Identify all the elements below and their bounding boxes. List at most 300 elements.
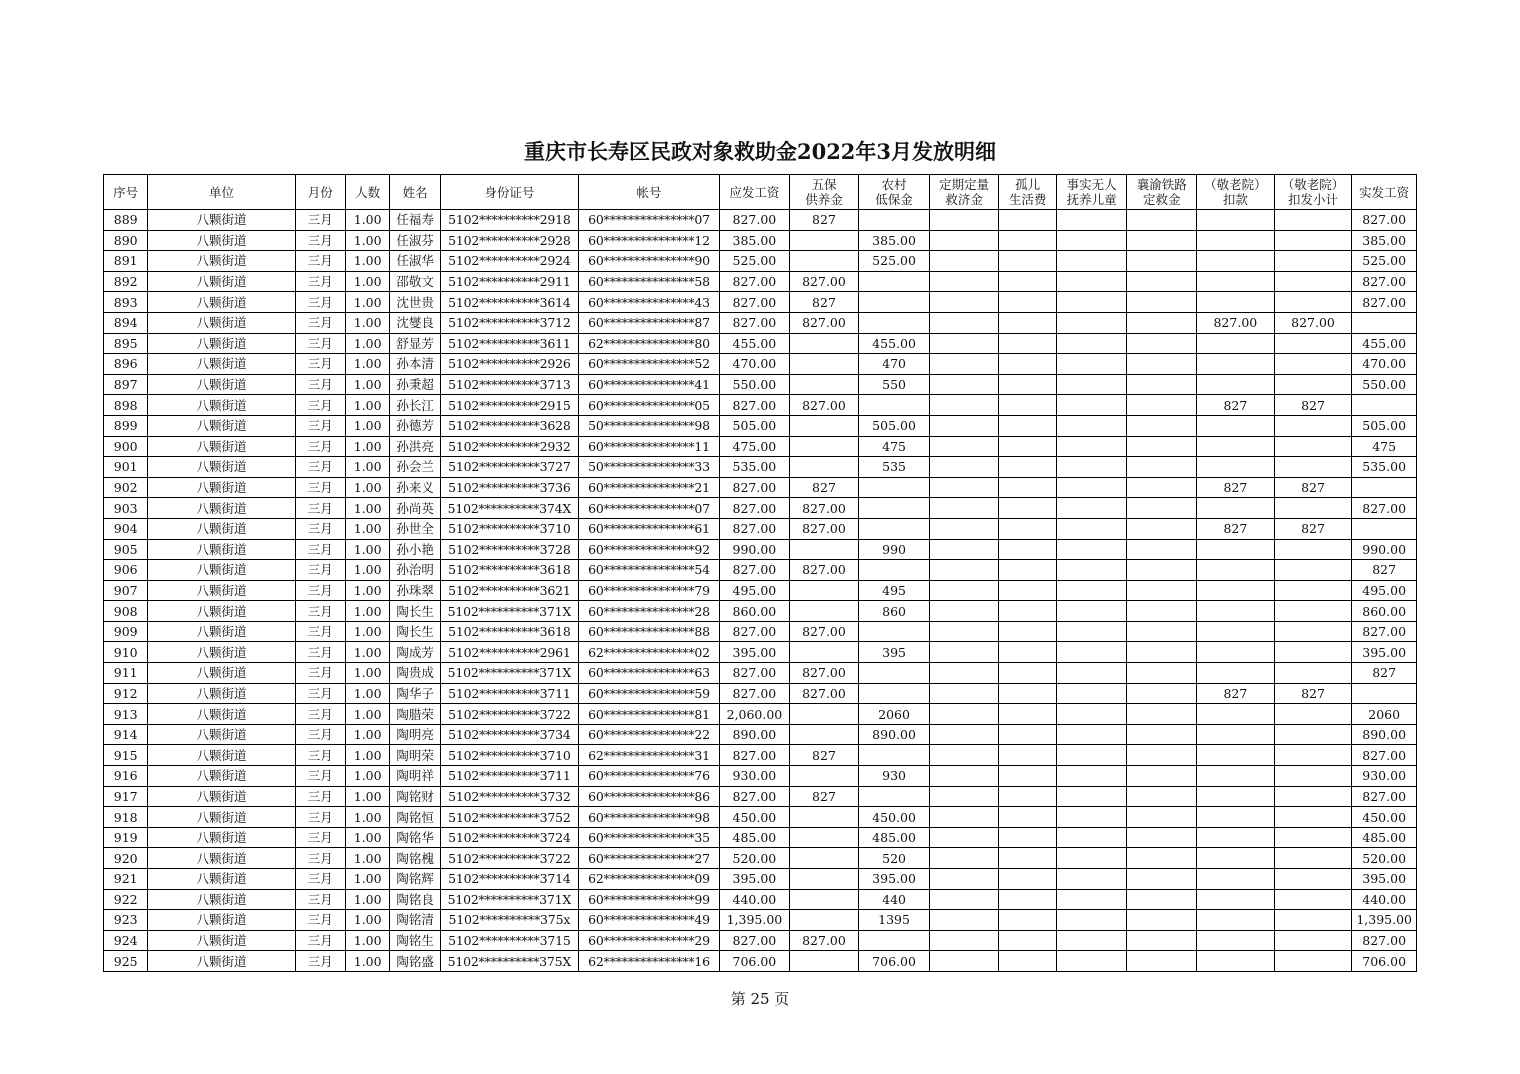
table-cell <box>1197 354 1275 375</box>
table-cell <box>1197 621 1275 642</box>
table-cell <box>929 621 999 642</box>
table-cell <box>929 848 999 869</box>
table-cell: 827 <box>1197 518 1275 539</box>
table-cell: 906 <box>104 560 148 581</box>
table-cell <box>999 292 1056 313</box>
table-cell: 60***************86 <box>578 786 719 807</box>
table-cell <box>1127 271 1197 292</box>
table-cell <box>1197 374 1275 395</box>
table-cell: 5102**********2961 <box>440 642 578 663</box>
table-cell: 395.00 <box>1352 642 1417 663</box>
table-cell <box>1197 724 1275 745</box>
table-cell: 2060 <box>859 704 930 725</box>
table-cell <box>1197 930 1275 951</box>
table-cell: 三月 <box>295 271 345 292</box>
table-row <box>104 539 1417 560</box>
table-cell <box>1127 766 1197 787</box>
table-cell: 827 <box>1274 518 1352 539</box>
table-cell: 60***************27 <box>578 848 719 869</box>
table-cell: 1.00 <box>346 210 390 231</box>
table-cell <box>1352 312 1417 333</box>
table-cell: 827.00 <box>1352 210 1417 231</box>
table-cell <box>1274 848 1352 869</box>
table-cell <box>999 827 1056 848</box>
table-cell <box>1127 539 1197 560</box>
table-cell: 三月 <box>295 477 345 498</box>
table-cell: 495.00 <box>720 580 790 601</box>
table-row <box>104 827 1417 848</box>
table-cell: 827.00 <box>1197 312 1275 333</box>
table-cell: 三月 <box>295 704 345 725</box>
table-cell: 5102**********3722 <box>440 848 578 869</box>
table-cell: 八颗街道 <box>148 560 295 581</box>
table-cell <box>999 395 1056 416</box>
table-cell: 5102**********3714 <box>440 869 578 890</box>
table-cell: 455.00 <box>1352 333 1417 354</box>
column-header-line1: 定期定量 <box>939 177 990 192</box>
table-cell <box>999 518 1056 539</box>
table-cell: 916 <box>104 766 148 787</box>
table-cell: 三月 <box>295 354 345 375</box>
table-cell: 62***************16 <box>578 951 719 972</box>
table-cell <box>929 539 999 560</box>
table-cell: 60***************05 <box>578 395 719 416</box>
table-cell <box>1127 642 1197 663</box>
table-cell <box>789 580 859 601</box>
table-cell <box>1274 910 1352 931</box>
table-cell <box>789 251 859 272</box>
table-cell: 孙治明 <box>390 560 440 581</box>
table-cell: 陶铭华 <box>390 827 440 848</box>
table-cell <box>1127 910 1197 931</box>
table-cell: 914 <box>104 724 148 745</box>
table-cell: 60***************98 <box>578 807 719 828</box>
column-header-line1: 实发工资 <box>1359 184 1410 200</box>
table-cell: 三月 <box>295 745 345 766</box>
table-cell: 827.00 <box>720 271 790 292</box>
table-row <box>104 683 1417 704</box>
table-cell: 60***************22 <box>578 724 719 745</box>
table-cell <box>1127 354 1197 375</box>
table-cell <box>1197 601 1275 622</box>
table-cell <box>1197 271 1275 292</box>
table-cell: 450.00 <box>859 807 930 828</box>
table-cell: 八颗街道 <box>148 271 295 292</box>
table-cell <box>1274 230 1352 251</box>
table-cell: 62***************80 <box>578 333 719 354</box>
table-cell <box>1197 848 1275 869</box>
table-cell: 三月 <box>295 889 345 910</box>
table-cell <box>1127 436 1197 457</box>
table-cell: 八颗街道 <box>148 580 295 601</box>
table-cell: 陶腊荣 <box>390 704 440 725</box>
table-cell: 550.00 <box>720 374 790 395</box>
table-cell: 485.00 <box>1352 827 1417 848</box>
table-cell: 897 <box>104 374 148 395</box>
table-cell: 八颗街道 <box>148 930 295 951</box>
table-cell: 827.00 <box>720 477 790 498</box>
table-cell: 475 <box>1352 436 1417 457</box>
table-cell: 三月 <box>295 436 345 457</box>
table-cell: 60***************63 <box>578 663 719 684</box>
table-cell: 三月 <box>295 498 345 519</box>
table-cell: 1.00 <box>346 457 390 478</box>
table-cell: 827.00 <box>1352 498 1417 519</box>
table-row <box>104 498 1417 519</box>
table-cell: 八颗街道 <box>148 745 295 766</box>
table-cell <box>1127 415 1197 436</box>
table-cell <box>1056 807 1127 828</box>
table-cell <box>1274 786 1352 807</box>
table-cell <box>929 580 999 601</box>
table-cell: 八颗街道 <box>148 395 295 416</box>
table-cell: 860 <box>859 601 930 622</box>
table-cell <box>789 766 859 787</box>
table-cell: 1.00 <box>346 292 390 313</box>
table-cell: 440 <box>859 889 930 910</box>
table-cell: 陶明祥 <box>390 766 440 787</box>
table-cell <box>1274 601 1352 622</box>
table-cell <box>1197 539 1275 560</box>
table-cell: 八颗街道 <box>148 415 295 436</box>
table-cell <box>1056 436 1127 457</box>
table-cell: 陶长生 <box>390 601 440 622</box>
table-cell: 904 <box>104 518 148 539</box>
table-cell: 八颗街道 <box>148 312 295 333</box>
table-cell: 62***************09 <box>578 869 719 890</box>
table-cell: 八颗街道 <box>148 848 295 869</box>
table-cell: 60***************07 <box>578 498 719 519</box>
table-cell <box>1197 827 1275 848</box>
table-cell: 827.00 <box>789 560 859 581</box>
table-cell <box>1197 560 1275 581</box>
table-cell: 八颗街道 <box>148 601 295 622</box>
table-cell: 沈燮良 <box>390 312 440 333</box>
table-cell <box>1127 951 1197 972</box>
table-row <box>104 724 1417 745</box>
table-cell: 495 <box>859 580 930 601</box>
table-cell: 440.00 <box>720 889 790 910</box>
table-cell <box>929 457 999 478</box>
table-cell <box>929 271 999 292</box>
table-cell <box>929 910 999 931</box>
table-cell <box>999 251 1056 272</box>
table-cell: 921 <box>104 869 148 890</box>
table-cell <box>859 395 930 416</box>
table-cell: 八颗街道 <box>148 642 295 663</box>
column-header-line2: 定救金 <box>1143 192 1181 207</box>
table-cell: 孙会兰 <box>390 457 440 478</box>
table-cell <box>1127 889 1197 910</box>
table-cell <box>999 848 1056 869</box>
table-row <box>104 333 1417 354</box>
table-cell: 1.00 <box>346 333 390 354</box>
table-cell: 5102**********2928 <box>440 230 578 251</box>
table-cell <box>1056 354 1127 375</box>
table-cell: 三月 <box>295 848 345 869</box>
table-cell: 5102**********2918 <box>440 210 578 231</box>
table-cell: 三月 <box>295 601 345 622</box>
table-cell: 5102**********2911 <box>440 271 578 292</box>
column-header <box>720 175 790 210</box>
table-cell: 827.00 <box>1352 292 1417 313</box>
table-cell: 1.00 <box>346 580 390 601</box>
table-cell: 827.00 <box>1352 271 1417 292</box>
table-row <box>104 210 1417 231</box>
table-cell: 60***************49 <box>578 910 719 931</box>
table-cell: 任淑华 <box>390 251 440 272</box>
table-cell <box>1197 498 1275 519</box>
table-cell: 孙尚英 <box>390 498 440 519</box>
table-cell: 八颗街道 <box>148 704 295 725</box>
table-cell <box>1274 621 1352 642</box>
column-header-line1: 农村 <box>881 177 907 192</box>
table-cell: 陶铭生 <box>390 930 440 951</box>
table-cell: 60***************35 <box>578 827 719 848</box>
table-cell: 60***************29 <box>578 930 719 951</box>
table-cell <box>929 251 999 272</box>
column-header <box>440 175 578 210</box>
table-cell <box>1127 457 1197 478</box>
table-row <box>104 560 1417 581</box>
table-cell <box>1274 642 1352 663</box>
table-cell: 827 <box>1352 663 1417 684</box>
table-cell <box>1056 580 1127 601</box>
table-cell: 1.00 <box>346 539 390 560</box>
table-row <box>104 395 1417 416</box>
table-cell: 827.00 <box>789 930 859 951</box>
table-cell <box>1127 560 1197 581</box>
table-row <box>104 230 1417 251</box>
table-cell <box>1056 869 1127 890</box>
table-cell: 450.00 <box>1352 807 1417 828</box>
table-row <box>104 930 1417 951</box>
table-cell: 陶长生 <box>390 621 440 642</box>
table-cell: 385.00 <box>1352 230 1417 251</box>
table-cell: 525.00 <box>859 251 930 272</box>
table-cell: 八颗街道 <box>148 663 295 684</box>
column-header-line2: 扣款 <box>1222 192 1248 207</box>
table-row <box>104 374 1417 395</box>
table-cell <box>1274 374 1352 395</box>
table-cell: 5102**********3715 <box>440 930 578 951</box>
column-header-line1: 应发工资 <box>729 184 780 200</box>
table-cell: 5102**********371X <box>440 601 578 622</box>
table-cell: 485.00 <box>720 827 790 848</box>
table-cell <box>999 663 1056 684</box>
column-header-line1: 襄渝铁路 <box>1136 177 1187 192</box>
column-header <box>789 175 859 210</box>
table-cell: 917 <box>104 786 148 807</box>
table-cell: 827.00 <box>720 498 790 519</box>
table-cell: 5102**********3710 <box>440 518 578 539</box>
table-cell <box>1127 374 1197 395</box>
table-cell <box>1274 889 1352 910</box>
table-cell <box>1274 436 1352 457</box>
table-cell: 930.00 <box>720 766 790 787</box>
table-cell <box>999 910 1056 931</box>
table-cell: 827.00 <box>720 560 790 581</box>
table-cell <box>1127 580 1197 601</box>
table-cell: 827.00 <box>720 663 790 684</box>
table-cell <box>1274 663 1352 684</box>
table-cell <box>929 518 999 539</box>
table-cell <box>789 601 859 622</box>
table-cell: 陶铭清 <box>390 910 440 931</box>
table-cell <box>859 560 930 581</box>
table-cell <box>999 374 1056 395</box>
table-cell <box>1127 477 1197 498</box>
table-cell: 陶明荣 <box>390 745 440 766</box>
table-cell: 任淑芬 <box>390 230 440 251</box>
table-cell <box>1056 271 1127 292</box>
table-cell: 470.00 <box>1352 354 1417 375</box>
table-cell: 1.00 <box>346 848 390 869</box>
table-cell: 706.00 <box>720 951 790 972</box>
table-cell: 890.00 <box>859 724 930 745</box>
table-cell: 三月 <box>295 457 345 478</box>
table-cell <box>1197 889 1275 910</box>
table-cell: 455.00 <box>720 333 790 354</box>
table-cell: 三月 <box>295 642 345 663</box>
column-header-line1: 帐号 <box>636 184 662 200</box>
table-cell: 894 <box>104 312 148 333</box>
table-cell <box>1197 436 1275 457</box>
table-cell <box>1056 786 1127 807</box>
table-cell: 5102**********3727 <box>440 457 578 478</box>
table-cell <box>1197 807 1275 828</box>
table-cell: 陶铭盛 <box>390 951 440 972</box>
table-cell <box>929 333 999 354</box>
table-cell: 827.00 <box>789 683 859 704</box>
table-cell <box>1197 704 1275 725</box>
table-cell: 1.00 <box>346 930 390 951</box>
table-cell: 三月 <box>295 292 345 313</box>
column-header-line1: 序号 <box>113 184 139 200</box>
table-row <box>104 848 1417 869</box>
table-cell: 913 <box>104 704 148 725</box>
table-cell <box>789 333 859 354</box>
table-row <box>104 580 1417 601</box>
table-cell: 八颗街道 <box>148 354 295 375</box>
table-cell: 孙秉超 <box>390 374 440 395</box>
table-cell: 827.00 <box>720 930 790 951</box>
table-cell: 八颗街道 <box>148 251 295 272</box>
table-cell <box>1056 827 1127 848</box>
table-body <box>104 210 1417 972</box>
table-row <box>104 745 1417 766</box>
column-header <box>578 175 719 210</box>
table-cell <box>789 807 859 828</box>
table-cell: 827 <box>789 745 859 766</box>
table-cell <box>999 601 1056 622</box>
table-cell: 5102**********371X <box>440 663 578 684</box>
table-cell: 60***************43 <box>578 292 719 313</box>
table-cell: 陶铭恒 <box>390 807 440 828</box>
table-cell: 60***************54 <box>578 560 719 581</box>
table-cell: 1.00 <box>346 560 390 581</box>
table-cell: 1.00 <box>346 724 390 745</box>
table-cell <box>1127 498 1197 519</box>
table-cell <box>1056 210 1127 231</box>
table-cell <box>999 766 1056 787</box>
table-cell: 三月 <box>295 395 345 416</box>
table-cell: 八颗街道 <box>148 292 295 313</box>
table-cell <box>789 539 859 560</box>
relief-fund-table <box>103 174 1417 972</box>
table-cell: 1.00 <box>346 951 390 972</box>
table-cell: 892 <box>104 271 148 292</box>
table-row <box>104 477 1417 498</box>
table-cell: 孙珠翠 <box>390 580 440 601</box>
table-cell: 60***************07 <box>578 210 719 231</box>
table-cell: 60***************76 <box>578 766 719 787</box>
table-cell: 920 <box>104 848 148 869</box>
table-row <box>104 642 1417 663</box>
table-cell <box>1056 889 1127 910</box>
table-cell: 5102**********2932 <box>440 436 578 457</box>
table-cell: 1.00 <box>346 621 390 642</box>
table-cell: 385.00 <box>859 230 930 251</box>
table-cell <box>859 210 930 231</box>
column-header-line1: 单位 <box>208 184 234 200</box>
table-cell: 907 <box>104 580 148 601</box>
table-cell <box>999 683 1056 704</box>
table-row <box>104 457 1417 478</box>
table-cell <box>929 415 999 436</box>
table-cell <box>1274 415 1352 436</box>
table-cell: 395.00 <box>720 642 790 663</box>
table-cell <box>789 457 859 478</box>
table-cell: 827 <box>1274 395 1352 416</box>
table-cell <box>1197 910 1275 931</box>
table-cell: 三月 <box>295 210 345 231</box>
table-cell <box>1197 663 1275 684</box>
table-cell: 440.00 <box>1352 889 1417 910</box>
table-cell: 827.00 <box>789 498 859 519</box>
table-cell: 60***************99 <box>578 889 719 910</box>
table-cell: 905 <box>104 539 148 560</box>
table-cell: 60***************87 <box>578 312 719 333</box>
table-cell <box>929 210 999 231</box>
table-cell <box>929 827 999 848</box>
table-cell: 395.00 <box>1352 869 1417 890</box>
table-cell: 1.00 <box>346 807 390 828</box>
table-cell: 395.00 <box>859 869 930 890</box>
table-cell: 八颗街道 <box>148 869 295 890</box>
table-cell <box>999 312 1056 333</box>
table-cell: 1.00 <box>346 374 390 395</box>
table-cell: 陶贵成 <box>390 663 440 684</box>
table-cell: 1.00 <box>346 910 390 931</box>
table-cell: 八颗街道 <box>148 889 295 910</box>
table-cell <box>1056 518 1127 539</box>
table-cell: 1.00 <box>346 354 390 375</box>
table-cell <box>929 395 999 416</box>
table-cell: 陶成芳 <box>390 642 440 663</box>
table-cell: 5102**********3621 <box>440 580 578 601</box>
table-cell: 5102**********3618 <box>440 560 578 581</box>
table-cell <box>1056 910 1127 931</box>
table-cell: 470.00 <box>720 354 790 375</box>
table-cell: 990.00 <box>720 539 790 560</box>
table-cell <box>1274 251 1352 272</box>
table-cell: 827.00 <box>1274 312 1352 333</box>
table-cell <box>1352 395 1417 416</box>
table-cell: 三月 <box>295 333 345 354</box>
table-cell: 827.00 <box>720 518 790 539</box>
table-row <box>104 292 1417 313</box>
